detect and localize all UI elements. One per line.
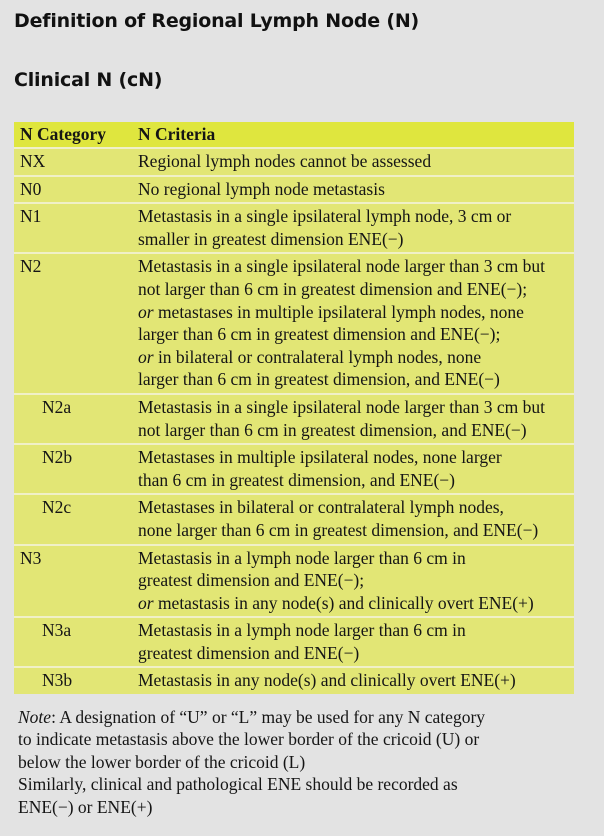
row-category: NX (14, 148, 132, 176)
table-row (14, 494, 574, 544)
table-footnote (18, 706, 588, 818)
criteria-line: No regional lymph node metastasis (138, 178, 385, 199)
footnote-line: below the lower border of the cricoid (L) (18, 751, 306, 772)
page-title: Definition of Regional Lymph Node (N) (14, 10, 420, 32)
row-criteria (132, 545, 574, 618)
note-line-1-text: : A designation of “U” or “L” may be used for any N category (51, 707, 486, 727)
row-category: N2 (14, 253, 132, 394)
italic-conjunction: or (138, 592, 154, 613)
criteria-line: larger than 6 cm in greatest dimension and ENE(−); (138, 324, 501, 345)
table-row (14, 253, 574, 394)
criteria-line: none larger than 6 cm in greatest dimension, and ENE(−) (138, 519, 539, 540)
table-row (14, 203, 574, 253)
table-row (14, 545, 574, 618)
criteria-line: greatest dimension and ENE(−); (138, 570, 365, 591)
row-criteria (132, 444, 574, 494)
italic-conjunction: or (138, 346, 154, 367)
table-row (14, 394, 574, 444)
criteria-line: not larger than 6 cm in greatest dimension and ENE(−); (138, 278, 528, 299)
criteria-line: Metastasis in a single ipsilateral node larger than 3 cm but (138, 396, 545, 417)
table-row (14, 176, 574, 204)
footnote-line: ENE(−) or ENE(+) (18, 796, 153, 817)
criteria-line: larger than 6 cm in greatest dimension, and ENE(−) (138, 369, 500, 390)
footnote-line (18, 706, 588, 728)
row-criteria (132, 494, 574, 544)
row-category: N2c (14, 494, 132, 544)
row-criteria (132, 203, 574, 253)
criteria-line: greatest dimension and ENE(−) (138, 642, 360, 663)
row-category: N2a (14, 394, 132, 444)
header-n-criteria: N Criteria (138, 124, 216, 144)
row-criteria (132, 148, 574, 176)
n-category-table-container (14, 122, 574, 694)
row-category: N3 (14, 545, 132, 618)
table-header-row (14, 122, 574, 148)
criteria-line: Metastasis in any node(s) and clinically overt ENE(+) (138, 670, 516, 691)
criteria-line: Metastasis in a single ipsilateral lymph node, 3 cm or (138, 206, 512, 227)
row-category: N0 (14, 176, 132, 204)
row-criteria (132, 394, 574, 444)
row-category: N2b (14, 444, 132, 494)
footnote-line: Similarly, clinical and pathological ENE should be recorded as (18, 774, 458, 795)
criteria-line: smaller in greatest dimension ENE(−) (138, 228, 404, 249)
criteria-line: or metastasis in any node(s) and clinically overt ENE(+) (138, 592, 534, 613)
n-category-table (14, 122, 574, 694)
footnote-line: to indicate metastasis above the lower border of the cricoid (U) or (18, 729, 480, 750)
criteria-line: Metastasis in a single ipsilateral node larger than 3 cm but (138, 256, 545, 277)
criteria-line: Metastasis in a lymph node larger than 6 cm in (138, 620, 466, 641)
row-criteria (132, 176, 574, 204)
row-criteria (132, 667, 574, 694)
row-category: N3a (14, 617, 132, 667)
criteria-line: Regional lymph nodes cannot be assessed (138, 151, 432, 171)
criteria-line: not larger than 6 cm in greatest dimension, and ENE(−) (138, 419, 527, 440)
criteria-line: than 6 cm in greatest dimension, and ENE(−) (138, 469, 456, 490)
criteria-line: Metastasis in a lymph node larger than 6 cm in (138, 547, 466, 568)
section-subtitle: Clinical N (cN) (14, 69, 163, 91)
table-row (14, 617, 574, 667)
row-category: N3b (14, 667, 132, 694)
row-criteria (132, 617, 574, 667)
italic-conjunction: or (138, 301, 154, 322)
criteria-line: or in bilateral or contralateral lymph nodes, none (138, 346, 482, 367)
criteria-line: Metastases in multiple ipsilateral nodes, none larger (138, 447, 502, 468)
table-row (14, 444, 574, 494)
note-label: Note (18, 707, 52, 727)
row-criteria (132, 253, 574, 394)
criteria-line: or metastases in multiple ipsilateral lymph nodes, none (138, 301, 524, 322)
row-category: N1 (14, 203, 132, 253)
table-row (14, 148, 574, 176)
criteria-line: Metastases in bilateral or contralateral lymph nodes, (138, 497, 504, 518)
header-n-category: N Category (20, 124, 107, 144)
table-row (14, 667, 574, 694)
